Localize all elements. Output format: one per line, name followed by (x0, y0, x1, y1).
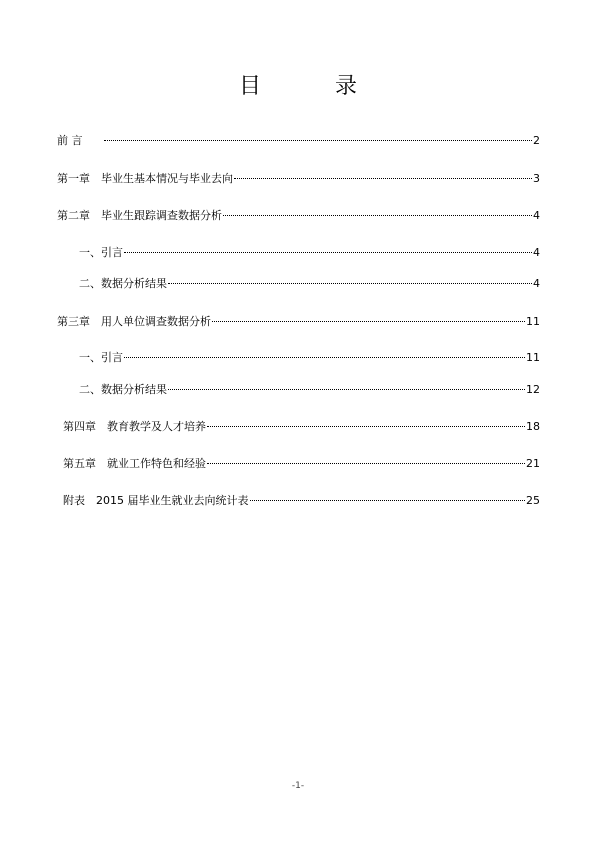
toc-entry-label: 第一章 毕业生基本情况与毕业去向 (57, 172, 233, 185)
toc-entry-label: 前 言 (57, 134, 83, 147)
toc-leader (212, 321, 525, 322)
toc-entry-label: 二、数据分析结果 (79, 383, 167, 396)
toc-entry-chapter-2-results[interactable] (79, 277, 540, 291)
toc-page-number: 4 (533, 277, 540, 290)
toc-leader (168, 389, 525, 390)
toc-leader (223, 215, 532, 216)
toc-entry-label: 第四章 教育教学及人才培养 (63, 420, 206, 433)
toc-entry-chapter-3-intro[interactable] (79, 351, 540, 365)
toc-page-number: 18 (526, 420, 540, 433)
toc-entry-chapter-2-intro[interactable] (79, 246, 540, 260)
toc-entry-label: 第五章 就业工作特色和经验 (63, 457, 206, 470)
toc-entry-chapter-3-results[interactable] (79, 383, 540, 397)
toc-page-number: 11 (526, 315, 540, 328)
toc-leader (124, 357, 525, 358)
toc-leader (207, 426, 525, 427)
toc-leader (168, 283, 532, 284)
toc-page-number: 3 (533, 172, 540, 185)
toc-entry-chapter-4[interactable] (63, 420, 540, 434)
toc-entry-chapter-3[interactable] (57, 315, 540, 329)
toc-page-number: 4 (533, 209, 540, 222)
toc-entry-label: 二、数据分析结果 (79, 277, 167, 290)
toc-leader (124, 252, 532, 253)
toc-page-number: 25 (526, 494, 540, 507)
toc-entry-label: 第三章 用人单位调查数据分析 (57, 315, 211, 328)
toc-entry-preface[interactable] (57, 134, 540, 148)
toc-entry-label: 附表 2015 届毕业生就业去向统计表 (63, 494, 249, 507)
toc-entry-appendix[interactable] (63, 494, 540, 508)
toc-page-number: 2 (533, 134, 540, 147)
toc-entry-chapter-1[interactable] (57, 172, 540, 186)
toc-entry-chapter-5[interactable] (63, 457, 540, 471)
toc-page-number: 12 (526, 383, 540, 396)
page-title: 目 录 (238, 74, 383, 99)
toc-entry-label: 一、引言 (79, 246, 123, 259)
toc-page-number: 11 (526, 351, 540, 364)
toc-leader (104, 140, 533, 141)
toc-entry-label: 第二章 毕业生跟踪调查数据分析 (57, 209, 222, 222)
toc-entry-label: 一、引言 (79, 351, 123, 364)
toc-page-number: 4 (533, 246, 540, 259)
toc-leader (207, 463, 525, 464)
toc-leader (250, 500, 526, 501)
page-number-footer: -1- (291, 781, 305, 791)
toc-entry-chapter-2[interactable] (57, 209, 540, 223)
toc-leader (234, 178, 532, 179)
toc-page-number: 21 (526, 457, 540, 470)
